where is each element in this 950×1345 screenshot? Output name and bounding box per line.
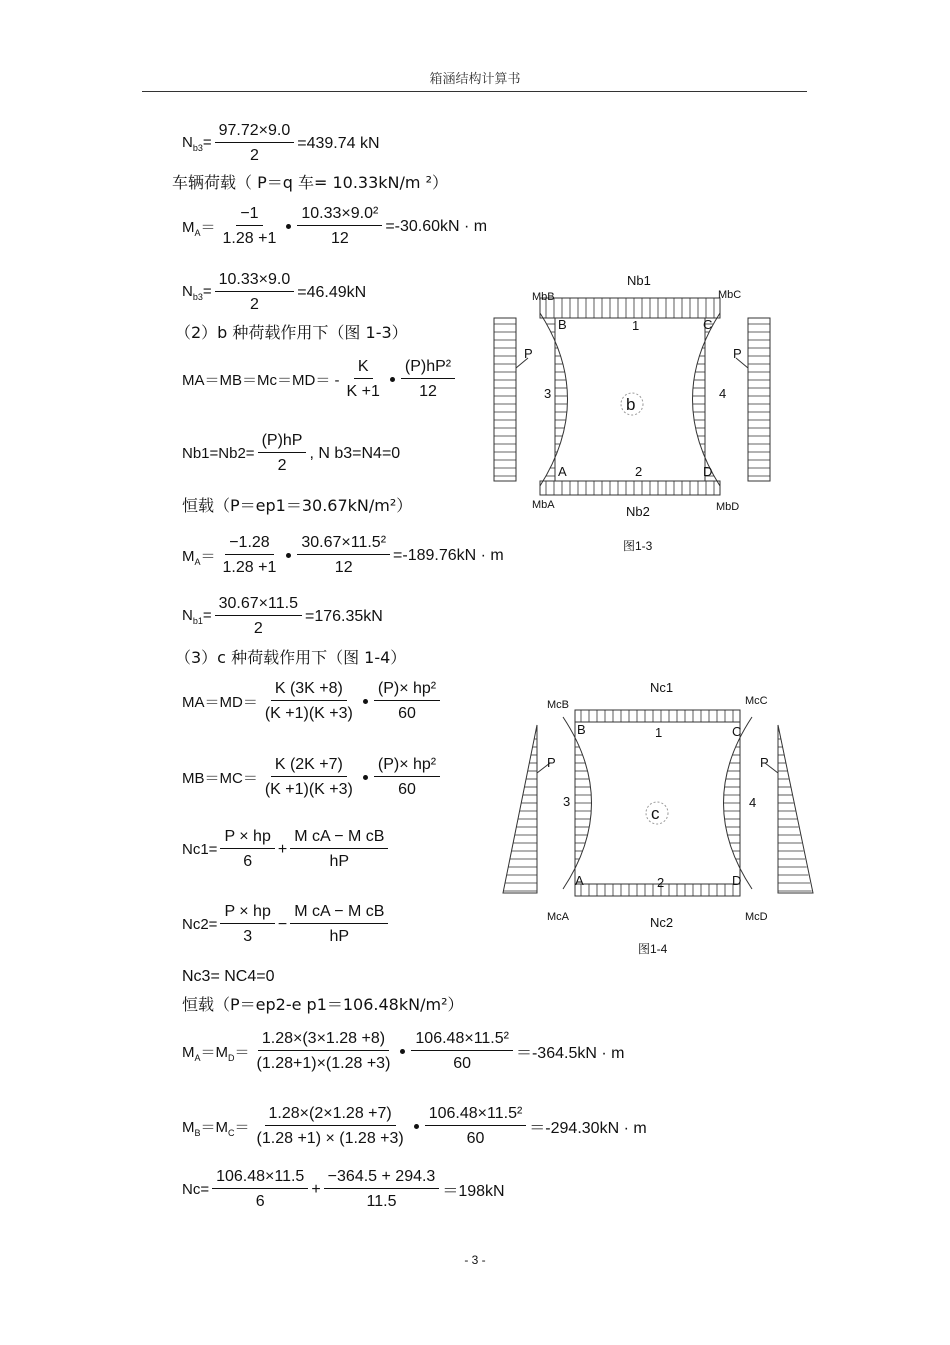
fraction: $\frac{10.33\times 9.0}{2}$ [215,271,295,314]
node-b: B [577,722,586,737]
label-bottom-force: Nb2 [626,504,650,519]
figure-caption: 图1-4 [638,942,668,956]
label-m-tl: MbB [532,291,555,303]
label-bottom-force: Nc2 [650,915,674,930]
eq-ma-dead-b: $M_A=$ $\frac{-1.28}{1.28 +1}$ $\frac{\text{30.67×11.5²}}{12}$ =-189.76kN · m [182,534,504,576]
multiply-dot [363,699,368,704]
eq-result: ＝-294.30kN · m [529,1120,647,1137]
eq-nb-general: Nb1=Nb2= $\frac{(P)hP}{2}$ , N b3=N4=0 [182,432,401,474]
eq-m-ad-value: $M_A=M_D=$ $\frac{1.28\times(3\times 1.28 +8)}{(1.28+1)\times(1.28 +3)}$ $\frac{\text{106.48×11.5²}}{60}$ ＝-364.5kN · m [182,1030,625,1072]
eq-result: ＝198kN [442,1183,505,1200]
fraction: $\frac{\text{(P)× hp²}}{60}$ [374,680,440,723]
member-2: 2 [657,875,665,890]
eq-m-bc-c: MB＝MC＝ $\frac{K (2K +7)}{(K +1)(K +3)}$ $\frac{\text{(P)× hp²}}{60}$ [182,756,443,799]
case-c-heading: （3）c 种荷载作用下（图 1-4） [175,648,407,667]
figure-1-3 [480,268,780,558]
fraction: $\frac{\text{M cA − M cB}}{hP}$ [290,903,388,946]
multiply-dot [414,1124,419,1129]
load-p-left: P [524,346,533,361]
fraction: $\frac{K}{K +1}$ [346,358,380,400]
eq-nc1: Nc1= $\frac{P \times hp}{6}$ + $\frac{\text{M cA − M cB}}{hP}$ [182,828,391,871]
eq-nb3-dead [182,122,380,165]
fraction: $\frac{\text{106.48×11.5²}}{60}$ [425,1105,527,1148]
label-m-bl: McA [547,911,569,923]
eq-nc34: Nc3= NC4=0 [182,968,275,985]
page-number: - 3 - [464,1253,486,1267]
top-load-strip [540,298,720,318]
bottom-load-strip [540,481,720,495]
top-load-strip [575,710,740,722]
fraction: $\frac{K (2K +7)}{(K +1)(K +3)}$ [264,756,353,798]
node-c: C [703,317,713,332]
eq-result: ＝-364.5kN · m [515,1045,625,1062]
fraction: $\frac{P \times hp}{6}$ [220,828,274,871]
eq-lhs: $N_{b3}=$ [182,134,212,153]
fraction: $\frac{1.28\times(3\times 1.28 +8)}{(1.28+1)\times(1.28 +3)}$ [256,1030,391,1072]
node-d: D [732,873,742,888]
fraction: $\frac{\text{30.67×11.5²}}{12}$ [297,534,390,577]
multiply-dot [286,224,291,229]
fraction: $\frac{-364.5 + 294.3}{11.5}$ [324,1168,440,1211]
member-4: 4 [749,795,757,810]
dead-load-c-heading: 恒载（P＝ep2-e p1＝106.48kN/m²） [182,995,464,1014]
member-1: 1 [632,318,640,333]
eq-result: =46.49kN [297,283,367,301]
right-moment-curve [693,313,721,486]
fraction: $\frac{(P)hP}{2}$ [258,432,307,475]
eq-ma-vehicle: $M_A=$ $\frac{-1}{1.28 +1}$ $\frac{\text{10.33×9.0²}}{12}$ =-30.60kN · m [182,205,488,247]
center-label: c [651,804,660,823]
dead-load-b-heading: 恒载（P＝ep1＝30.67kN/m²） [182,496,413,515]
member-3: 3 [544,386,552,401]
node-b: B [558,317,567,332]
node-a: A [575,873,584,888]
label-m-bl: MbA [532,499,555,511]
fraction: $\frac{\text{10.33×9.0²}}{12}$ [297,205,382,248]
label-m-tl: McB [547,699,569,711]
member-4: 4 [719,386,727,401]
load-p-right: P [733,346,742,361]
fraction: $\frac{-1}{1.28 +1}$ [222,205,277,247]
eq-result: =176.35kN [304,607,383,625]
page-header: 箱涵结构计算书 [429,72,521,87]
member-2: 2 [635,464,643,479]
eq-nb3-vehicle: $N_{b3}=$ $\frac{10.33\times 9.0}{2}$ =46.49kN [182,271,367,313]
eq-result: =-189.76kN · m [393,546,504,564]
load-p-left: P [547,755,556,770]
eq-m-ad-c: MA＝MD＝ $\frac{K (3K +8)}{(K +1)(K +3)}$ $\frac{\text{(P)× hp²}}{60}$ [182,680,443,723]
fraction: $\frac{\text{106.48×11.5²}}{60}$ [411,1030,513,1073]
eq-nc2: Nc2= $\frac{P \times hp}{3}$ − $\frac{\text{M cA − M cB}}{hP}$ [182,903,391,946]
load-p-right: P [760,755,769,770]
label-m-br: McD [745,911,768,923]
fraction: $\frac{K (3K +8)}{(K +1)(K +3)}$ [264,680,353,722]
eq-m-bc-value: $M_B=M_C=$ $\frac{1.28\times(2\times 1.28 +7)}{(1.28 +1) \times (1.28 +3)}$ $\frac{\text{106.48×11.5²}}{60}$ ＝-294.30kN · m [182,1105,647,1147]
fraction: $\frac{\text{(P)× hp²}}{60}$ [374,756,440,799]
figure-caption: 图1-3 [623,539,653,553]
left-load-strip [494,318,516,481]
member-1: 1 [655,725,663,740]
fraction: $\frac{1.28\times(2\times 1.28 +7)}{(1.28 +1) \times (1.28 +3)}$ [256,1105,404,1147]
label-m-tr: McC [745,695,768,707]
fraction: $\frac{\text{M cA − M cB}}{hP}$ [290,828,388,871]
fraction: $\frac{97.72\times 9.0}{2}$ [215,122,295,165]
eq-result: =439.74 kN [297,134,380,152]
vehicle-load-heading: 车辆荷载（ P＝q 车= 10.33kN/m ²） [172,173,448,192]
center-label: b [626,395,636,414]
header-rule [142,91,807,92]
eq-nc-value: Nc= $\frac{106.48\times 11.5}{6}$ + $\frac{-364.5 + 294.3}{11.5}$ ＝198kN [182,1168,505,1210]
label-top-force: Nb1 [627,273,651,288]
eq-m-general-b: MA＝MB＝Mc＝MD＝ - $\frac{K}{K +1}$ $\frac{\text{(P)hP²}}{12}$ [182,358,458,401]
member-3: 3 [563,794,571,809]
fraction: $\frac{30.67\times 11.5}{2}$ [215,595,302,638]
multiply-dot [363,775,368,780]
label-m-tr: MbC [718,289,742,301]
fraction: $\frac{\text{(P)hP²}}{12}$ [401,358,455,401]
fraction: $\frac{P \times hp}{3}$ [220,903,274,946]
multiply-dot [390,377,395,382]
fraction: $\frac{106.48\times 11.5}{6}$ [212,1168,308,1211]
figure-1-4 [495,675,820,965]
right-load-strip [748,318,770,481]
right-trapezoid-load [778,725,813,893]
eq-result: =-30.60kN · m [385,217,488,235]
case-b-heading: （2）b 种荷载作用下（图 1-3） [175,323,408,342]
multiply-dot [286,553,291,558]
fraction: $\frac{-1.28}{1.28 +1}$ [222,534,277,576]
label-m-br: MbD [716,501,740,513]
eq-nb1-dead: $N_{b1}=$ $\frac{30.67\times 11.5}{2}$ =176.35kN [182,595,383,637]
multiply-dot [400,1049,405,1054]
left-trapezoid-load [503,725,537,893]
node-c: C [732,724,742,739]
label-top-force: Nc1 [650,680,674,695]
node-d: D [703,464,713,479]
node-a: A [558,464,567,479]
